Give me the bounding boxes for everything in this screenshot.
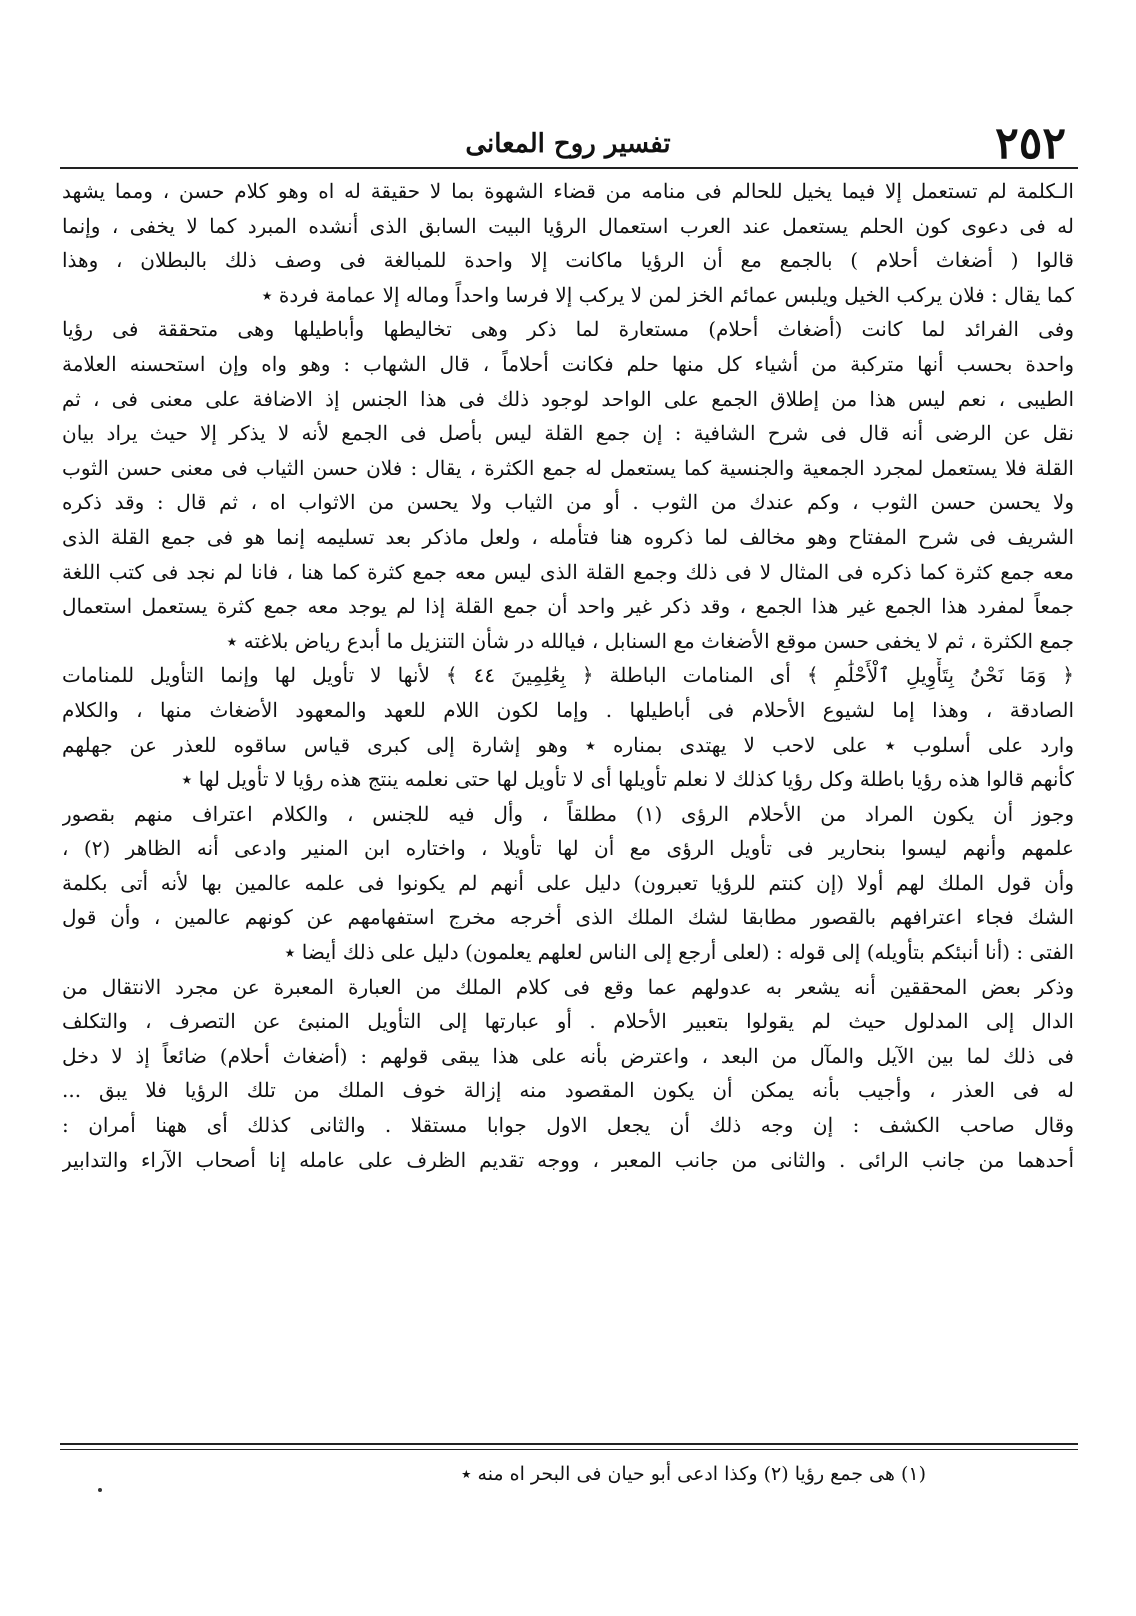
text-line: وفى الفرائد لما كانت (أضغاث أحلام) مستعارة لما ذكر وهى تخاليطها وأباطيلها وهى متحققة فى رؤيا xyxy=(62,317,1074,342)
text-line: وقال صاحب الكشف : إن وجه ذلك أن يجعل الاول جوابا مستقلا . والثانى كذلك أى ههنا أمران : xyxy=(62,1113,1074,1138)
text-line: كما يقال : فلان يركب الخيل ويلبس عمائم الخز لمن لا يركب إلا فرسا واحداً وماله إلا عمامة فردة ٭ xyxy=(261,282,1074,307)
text-line: كأنهم قالوا هذه رؤيا باطلة وكل رؤيا كذلك لا نعلم تأويلها أى لا تأويل لها حتى نعلمه ينتج هذه رؤيا لا تأويل لها ٭ xyxy=(181,767,1074,792)
stray-ink-mark xyxy=(98,1488,102,1492)
text-line: الـكلمة لم تستعمل إلا فيما يخيل للحالم فى منامه من قضاء الشهوة بما لا حقيقة له اه وهو كلام حسن ، ومما يشهد xyxy=(62,179,1074,203)
text-line: واحدة بحسب أنها متركبة من أشياء كل منها حلم فكانت أحلاماً ، قال الشهاب : وهو واه وإن استحسنه العلامة xyxy=(62,351,1074,376)
text-line: الدال إلى المدلول حيث لم يقولوا بتعبير الأحلام . أو عبارتها إلى التأويل المنبئ عن التصرف ، والتكلف xyxy=(62,1009,1074,1034)
text-line: الشك فجاء اعترافهم بالقصور مطابقا لشك الملك الذى أخرجه مخرج استفهامهم عن كونهم عالمين ، وأن قول xyxy=(62,905,1074,930)
text-line: القلة فلا يستعمل لمجرد الجمعية والجنسية كما يستعمل له جمع الكثرة ، يقال : فلان حسن الثياب فى معنى حسن الثوب xyxy=(62,455,1074,480)
running-title: تفسير روح المعانى xyxy=(465,129,671,159)
text-line: نقل عن الرضى أنه قال فى شرح الشافية : إن جمع القلة ليس بأصل فى الجمع لأنه لا يذكر إلا حيث يراد بيان xyxy=(62,421,1074,446)
text-line: معه جمع كثرة كما ذكره فى المثال لا فى ذلك وجمع القلة الذى ليس معه جمع كثرة كما هنا ، فانا لم نجد فى كتب اللغة xyxy=(62,559,1074,584)
text-line: أحدهما من جانب الرائى . والثانى من جانب المعبر ، ووجه تقديم الظرف على عامله إنا أصحاب الآراء والتدابير xyxy=(62,1147,1074,1172)
text-line: جمعاً لمفرد هذا الجمع غير هذا الجمع ، وقد ذكر غير واحد أن جمع القلة إذا لم يوجد معه جمع كثرة يستعمل استعمال xyxy=(62,594,1074,619)
text-line: قالوا ( أضغاث أحلام ) بالجمع مع أن الرؤيا ماكانت إلا واحدة للمبالغة فى وصف ذلك بالبطلان ، وهذا xyxy=(62,248,1074,273)
footnote: (١) هى جمع رؤيا (٢) وكذا ادعى أبو حيان فى البحر اه منه ٭ xyxy=(461,1463,926,1485)
text-line: الصادقة ، وهذا إما لشيوع الأحلام فى أباطيلها . وإما لكون اللام للعهد والمعهود الأضغاث منها ، والكلام xyxy=(62,697,1074,722)
text-line: علمهم وأنهم ليسوا بنحارير فى تأويل الرؤى مع أن لها تأويلا ، واختاره ابن المنير وادعى أنه الظاهر (٢) ، xyxy=(62,836,1074,861)
text-line: وذكر بعض المحققين أنه يشعر به عدولهم عما وقع فى كلام الملك من العبارة المعبرة عن مجرد الانتقال من xyxy=(62,974,1074,999)
text-line: ﴿ وَمَا نَحْنُ بِتَأْوِيلِ ٱلْأَحْلَٰمِ ﴾ أى المنامات الباطلة ﴿ بِعَٰلِمِينَ ٤٤ ﴾ لأنها لا تأويل لها وإنما التأويل للمنامات xyxy=(62,663,1074,688)
text-line: الطيبى ، نعم ليس هذا من إطلاق الجمع على الواحد لوجود ذلك فى هذا الجنس إذ الاضافة على معنى فى ، ثم xyxy=(62,386,1074,411)
footnote-rule-thin xyxy=(60,1449,1078,1450)
text-line: ولا يحسن حسن الثوب ، وكم عندك من الثوب . أو من الثياب ولا يحسن من الاثواب اه ، ثم قال : وقد ذكره xyxy=(62,490,1074,515)
text-line: وارد على أسلوب ٭ على لاحب لا يهتدى بمناره ٭ وهو إشارة إلى كبرى قياس ساقوه للعذر عن جهلهم xyxy=(62,732,1074,757)
text-line: الفتى : (أنا أنبئكم بتأويله) إلى قوله : (لعلى أرجع إلى الناس لعلهم يعلمون) دليل على ذلك أيضا ٭ xyxy=(284,940,1074,965)
page-number: ٢٥٢ xyxy=(995,118,1066,169)
text-line: وجوز أن يكون المراد من الأحلام الرؤى (١) مطلقاً ، وأل فيه للجنس ، والكلام اعتراف منهم بقصور xyxy=(62,801,1074,826)
page-header xyxy=(62,118,1074,170)
footnote-rule xyxy=(60,1443,1078,1445)
text-line: له فى دعوى كون الحلم يستعمل عند العرب استعمال الرؤيا البيت السابق الذى أنشده المبرد كما لا يخفى ، وإنما xyxy=(62,213,1074,238)
text-line: وأن قول الملك لهم أولا (إن كنتم للرؤيا تعبرون) دليل على أنهم لم يكونوا فى علمه عالمين بها لأنه أتى بكلمة xyxy=(62,870,1074,895)
header-rule xyxy=(60,167,1078,169)
text-line: جمع الكثرة ، ثم لا يخفى حسن موقع الأضغاث مع السنابل ، فيالله در شأن التنزيل ما أبدع رياض بلاغته ٭ xyxy=(226,628,1074,653)
text-line: له فى العذر ، وأجيب بأنه يمكن أن يكون المقصود منه إزالة خوف الملك من تلك الرؤيا فلا يبق ... xyxy=(62,1078,1074,1103)
body-text xyxy=(62,174,1074,1177)
text-line: الشريف فى شرح المفتاح وهو مخالف لما ذكروه هنا فتأمله ، ولعل ماذكر بعد تسليمه إنما هو فى جمع القلة الذى xyxy=(62,524,1074,549)
text-line: فى ذلك لما بين الآيل والمآل من البعد ، واعترض بأنه على هذا يبقى قولهم : (أضغاث أحلام) ضائعاً إذ لا دخل xyxy=(62,1043,1074,1068)
